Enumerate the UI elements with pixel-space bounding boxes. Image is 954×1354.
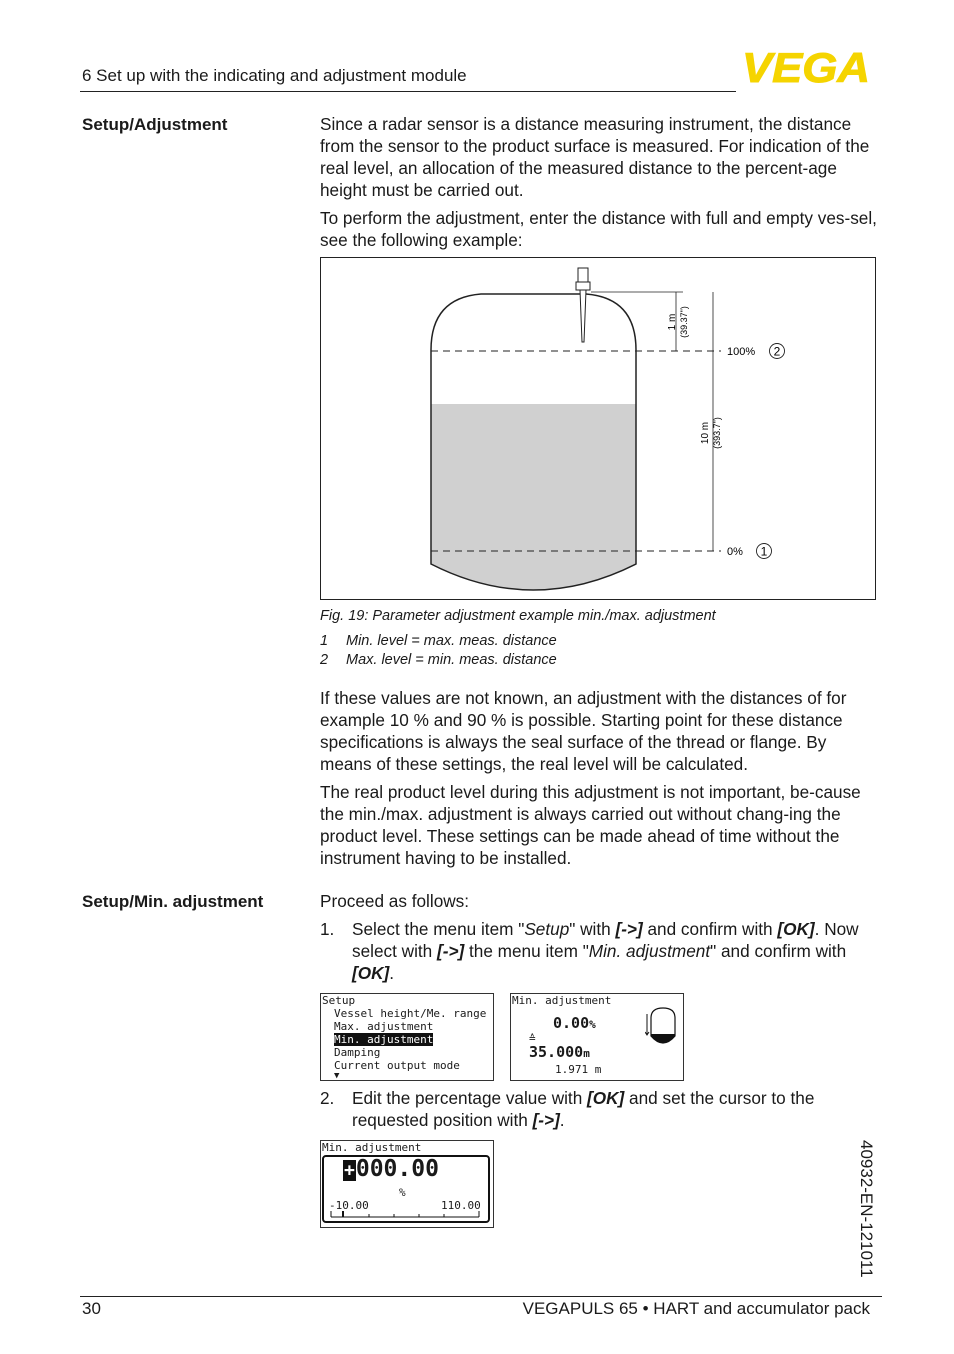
step-text: Edit the percentage value with [OK] and set the cursor to the requested position with [->]. [352, 1088, 815, 1130]
lcd-setup-menu [320, 993, 494, 1081]
product-name: VEGAPULS 65 • HART and accumulator pack [522, 1299, 870, 1318]
paragraph: To perform the adjustment, enter the distance with full and empty ves-sel, see the following example: [320, 208, 877, 250]
legend-number: 2 [320, 652, 329, 668]
dim-main-inch: (393.7") [712, 417, 722, 449]
section-header: 6 Set up with the indicating and adjustment module [82, 66, 467, 85]
vessel-min-icon [645, 1006, 681, 1050]
percent-value: 0.00% [553, 1014, 596, 1032]
dim-top-inch: (39.37") [679, 306, 689, 338]
distance-value: 35.000m [529, 1043, 590, 1061]
step-2 [320, 1087, 880, 1131]
legend-item [320, 633, 557, 649]
figure-caption: Fig. 19: Parameter adjustment example min./max. adjustment [320, 608, 716, 624]
footer-rule [80, 1296, 882, 1297]
menu-item-current-output-mode: Current output mode [334, 1059, 460, 1072]
svg-text:VEGA: VEGA [742, 50, 870, 86]
dim-top-value: 1 m [667, 313, 678, 331]
sensor-antenna-icon [580, 290, 586, 342]
paragraph: The real product level during this adjustment is not important, be-cause the min./max. adjustment is always carried out without chang-ing the product level. These settings can be made ahead of time without the instrument having to be installed. [320, 782, 861, 868]
menu-item-min-adjustment [321, 1033, 493, 1046]
range-max: 110.00 [441, 1199, 481, 1212]
vessel-diagram [321, 258, 875, 599]
menu-item-damping: Damping [334, 1046, 381, 1059]
cursor-sign[interactable]: + [344, 1160, 355, 1181]
sensor-head-icon [578, 268, 588, 282]
lcd-edit-min-adjustment [320, 1140, 494, 1228]
lcd-title: Min. adjustment [512, 994, 612, 1007]
legend-text: Min. level = max. meas. distance [346, 633, 557, 649]
label-0-percent: 0% [727, 546, 743, 558]
paragraph: If these values are not known, an adjustment with the distances of for example 10 % and 90 % is possible. Starting point for these distance specifications is always the seal surface of the thread or flange. By means of these settings, the real level will be calculated. [320, 688, 847, 774]
menu-item-selected: Min. adjustment [334, 1033, 434, 1046]
range-scale-bar [329, 1209, 487, 1219]
lcd-title: Min. adjustment [322, 1141, 422, 1154]
product-fill [431, 404, 636, 599]
intro-text: Proceed as follows: [320, 891, 470, 911]
marker-1: 1 [760, 544, 768, 559]
label-setup-min-adjustment: Setup/Min. adjustment [82, 892, 264, 911]
sub-distance: 1.971 m [555, 1063, 602, 1076]
page-number: 30 [82, 1299, 101, 1318]
edit-value[interactable]: +000.00 [344, 1156, 439, 1182]
legend-number: 1 [320, 633, 329, 649]
legend-text: Max. level = min. meas. distance [346, 652, 557, 668]
scroll-down-icon: ▼ [334, 1071, 340, 1081]
unit-label: % [399, 1186, 406, 1199]
label-100-percent: 100% [727, 346, 756, 358]
legend-item [320, 652, 557, 668]
lcd-title: Setup [322, 994, 356, 1007]
explanation-text [320, 687, 880, 869]
sensor-flange-icon [576, 282, 590, 290]
range-min: -10.00 [329, 1199, 369, 1212]
step-number: 1. [320, 919, 335, 939]
label-setup-adjustment: Setup/Adjustment [82, 115, 228, 134]
paragraph: Since a radar sensor is a distance measuring instrument, the distance from the sensor to the product surface is measured. For indication of the real level, an allocation of the measured distance to the percent-age height must be carried out. [320, 114, 870, 200]
step-number: 2. [320, 1088, 335, 1108]
document-code: 40932-EN-121011 [857, 1140, 876, 1278]
marker-2: 2 [773, 344, 781, 359]
dim-main-value: 10 m [700, 421, 711, 445]
figure-vessel-diagram [320, 257, 876, 600]
step-1 [320, 918, 880, 984]
lcd-min-adjustment-values [510, 993, 684, 1081]
vega-logo [742, 50, 872, 86]
menu-item-vessel-height: Vessel height/Me. range [334, 1007, 487, 1020]
menu-item-max-adjustment: Max. adjustment [334, 1020, 434, 1033]
equivalent-icon: ≙ [529, 1032, 536, 1045]
header-rule [80, 91, 736, 92]
step-text: Select the menu item "Setup" with [->] and confirm with [OK]. Now select with [->] the menu item "Min. adjustment" and confirm with [OK]. [352, 919, 859, 983]
setup-adjustment-text [320, 113, 880, 251]
